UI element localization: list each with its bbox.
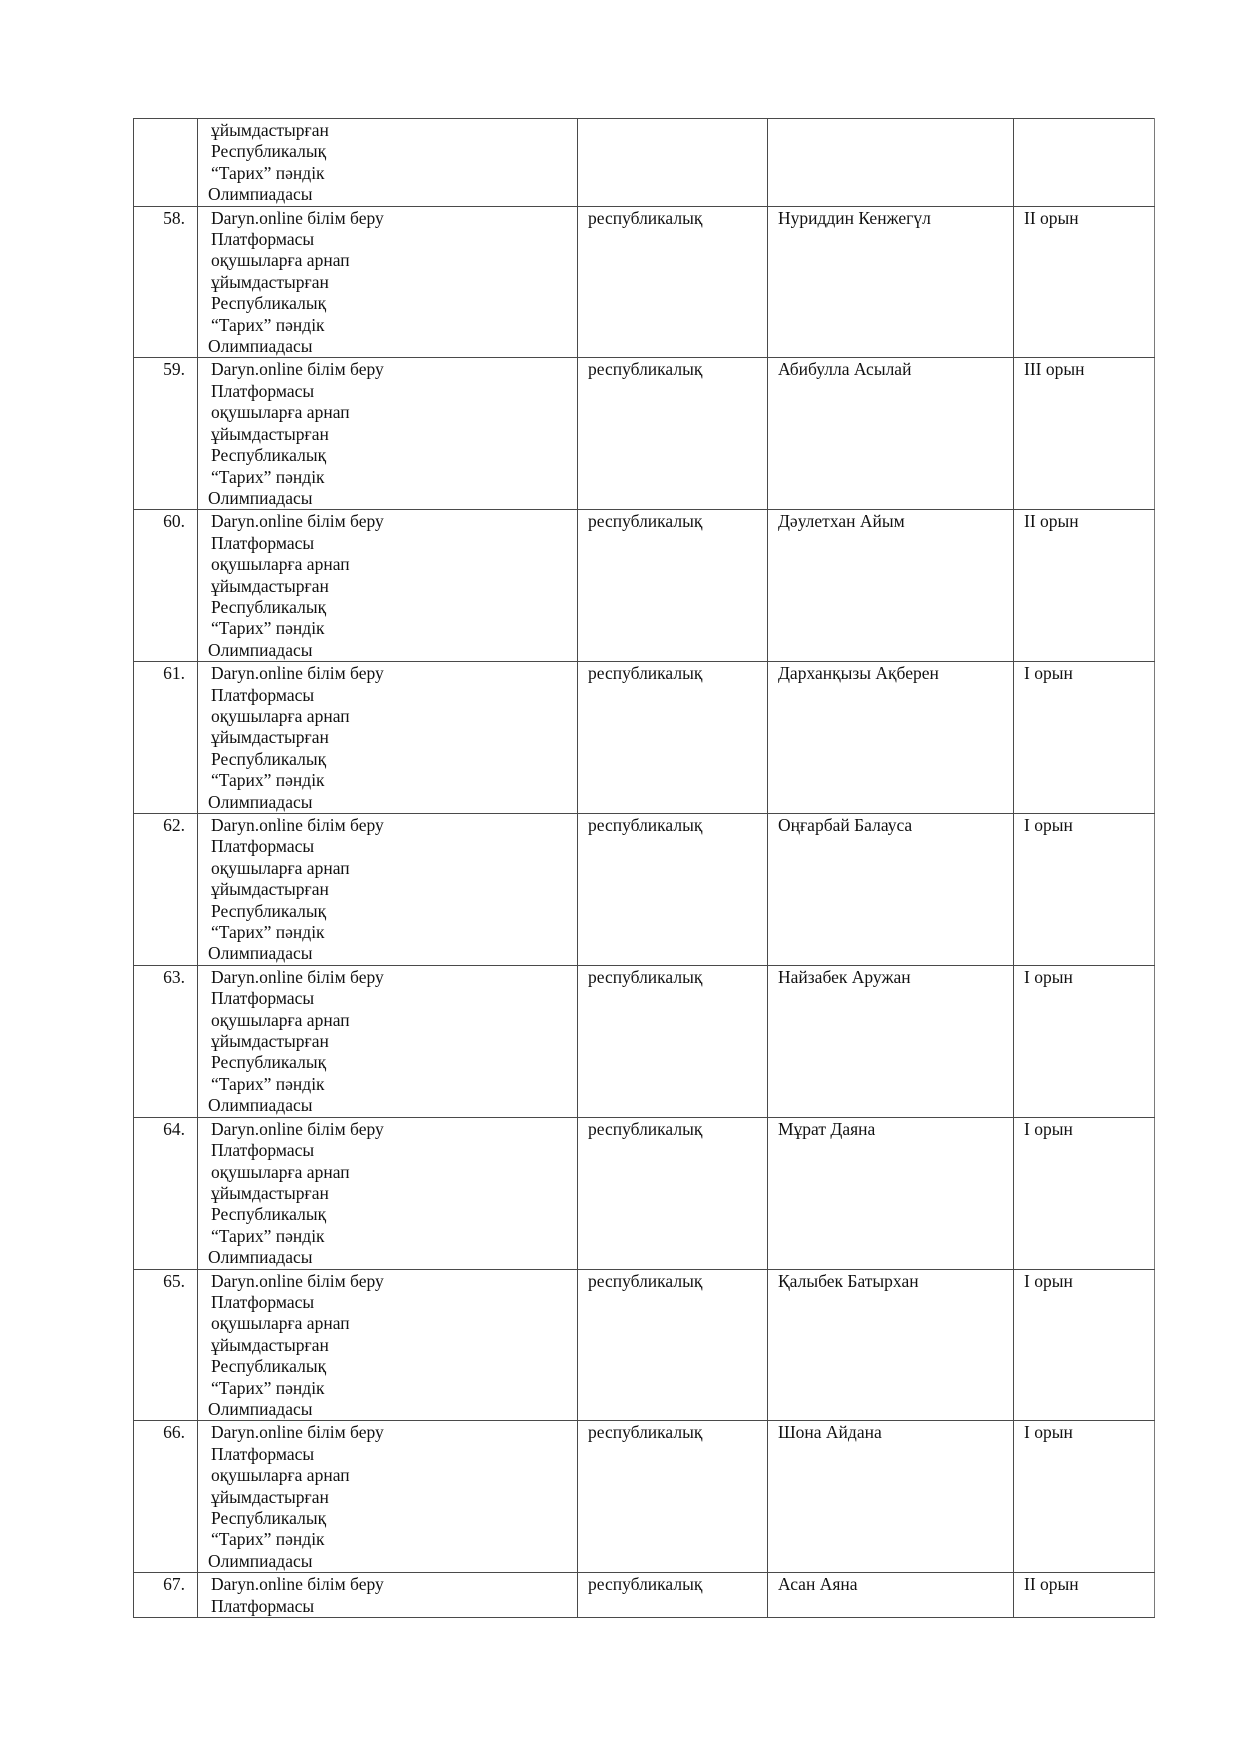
level-cell bbox=[578, 662, 768, 814]
event-line: Олимпиадасы bbox=[208, 1550, 313, 1571]
event-line: оқушыларға арнап bbox=[211, 705, 350, 726]
event-line: “Тарих” пәндік bbox=[211, 1073, 325, 1094]
event-line: “Тарих” пәндік bbox=[211, 618, 325, 639]
event-line: ұйымдастырған bbox=[211, 575, 329, 596]
event-line: Daryn.online білім беру bbox=[211, 207, 384, 228]
result-text: I орын bbox=[1024, 966, 1073, 987]
table-row bbox=[134, 358, 1155, 510]
event-line: “Тарих” пәндік bbox=[211, 922, 325, 943]
participant-cell bbox=[768, 814, 1014, 966]
event-line: Республикалық bbox=[211, 596, 327, 617]
result-text: III орын bbox=[1024, 359, 1085, 380]
row-number: 60. bbox=[163, 511, 185, 532]
level-text: республикалық bbox=[588, 663, 703, 684]
event-line: Республикалық bbox=[211, 1508, 327, 1528]
event-name bbox=[198, 510, 577, 661]
event-line: ұйымдастырған bbox=[211, 1486, 329, 1507]
event-name bbox=[198, 662, 577, 813]
row-number-cell bbox=[134, 119, 198, 207]
event-cell bbox=[198, 965, 578, 1117]
table-row-continued bbox=[134, 119, 1155, 207]
result-text: I орын bbox=[1024, 1422, 1073, 1443]
event-name bbox=[198, 966, 577, 1117]
participant-name: Найзабек Аружан bbox=[778, 966, 911, 987]
event-line: Daryn.online білім беру bbox=[211, 1118, 384, 1139]
result-cell bbox=[1014, 358, 1155, 510]
event-line: ұйымдастырған bbox=[211, 1182, 329, 1203]
table-row bbox=[134, 662, 1155, 814]
event-line: оқушыларға арнап bbox=[211, 554, 350, 575]
event-name bbox=[198, 1118, 577, 1269]
event-line: Платформасы bbox=[211, 988, 315, 1009]
result-text: I орын bbox=[1024, 1118, 1073, 1139]
level-cell bbox=[578, 1269, 768, 1421]
event-line: “Тарих” пәндік bbox=[211, 770, 325, 791]
event-line: Daryn.online білім беру bbox=[211, 1574, 384, 1595]
participant-name: Асан Аяна bbox=[778, 1574, 858, 1595]
event-line: Платформасы bbox=[211, 532, 315, 553]
event-cell bbox=[198, 1117, 578, 1269]
event-line: Олимпиадасы bbox=[208, 1247, 313, 1268]
event-line: Республикалық bbox=[211, 1356, 327, 1377]
event-line: “Тарих” пәндік bbox=[211, 1225, 325, 1246]
event-line: Республикалық bbox=[211, 900, 327, 921]
row-number-cell bbox=[134, 1573, 198, 1618]
level-text: республикалық bbox=[588, 815, 703, 835]
event-line: “Тарих” пәндік bbox=[211, 1377, 325, 1398]
event-line: Платформасы bbox=[211, 229, 315, 250]
event-cell bbox=[198, 814, 578, 966]
participant-name: Мұрат Даяна bbox=[778, 1118, 876, 1139]
event-name bbox=[198, 1573, 577, 1617]
level-cell bbox=[578, 1421, 768, 1573]
event-line: Олимпиадасы bbox=[208, 184, 313, 205]
result-cell bbox=[1014, 1269, 1155, 1421]
event-line: Олимпиадасы bbox=[208, 1095, 313, 1116]
row-number-cell bbox=[134, 814, 198, 966]
event-line: оқушыларға арнап bbox=[211, 1009, 350, 1030]
event-line: ұйымдастырған bbox=[211, 1031, 329, 1052]
event-line: ұйымдастырған bbox=[211, 423, 329, 444]
event-line: Платформасы bbox=[211, 836, 315, 857]
event-line: “Тарих” пәндік bbox=[211, 1529, 325, 1550]
row-number-cell bbox=[134, 1269, 198, 1421]
event-line: оқушыларға арнап bbox=[211, 1161, 350, 1182]
level-text: республикалық bbox=[588, 359, 703, 380]
event-line: Daryn.online білім беру bbox=[211, 511, 384, 532]
event-line: Daryn.online білім беру bbox=[211, 966, 384, 987]
row-number-cell bbox=[134, 358, 198, 510]
event-cell bbox=[198, 206, 578, 358]
event-name bbox=[198, 814, 577, 965]
event-line: Республикалық bbox=[211, 748, 327, 769]
result-text: I орын bbox=[1024, 815, 1073, 835]
event-line: Олимпиадасы bbox=[208, 487, 313, 508]
participant-cell bbox=[768, 1421, 1014, 1573]
event-line: ұйымдастырған bbox=[211, 727, 329, 748]
table-row bbox=[134, 965, 1155, 1117]
row-number: 65. bbox=[163, 1270, 185, 1291]
participant-cell bbox=[768, 662, 1014, 814]
level-text: республикалық bbox=[588, 1574, 703, 1595]
result-cell bbox=[1014, 965, 1155, 1117]
participant-cell bbox=[768, 358, 1014, 510]
event-name bbox=[198, 207, 577, 358]
table-row bbox=[134, 814, 1155, 966]
level-text: республикалық bbox=[588, 1118, 703, 1139]
event-line: “Тарих” пәндік bbox=[211, 162, 325, 183]
event-line: ұйымдастырған bbox=[211, 1334, 329, 1355]
event-line: Daryn.online білім беру bbox=[211, 359, 384, 380]
row-number: 66. bbox=[163, 1422, 185, 1443]
event-line: оқушыларға арнап bbox=[211, 402, 350, 423]
row-number-cell bbox=[134, 1421, 198, 1573]
event-cell bbox=[198, 510, 578, 662]
event-line: ұйымдастырған bbox=[211, 120, 329, 140]
row-number: 63. bbox=[163, 966, 185, 987]
result-text: I орын bbox=[1024, 663, 1073, 684]
event-line: Daryn.online білім беру bbox=[211, 1422, 384, 1443]
result-text: II орын bbox=[1024, 1574, 1079, 1595]
event-line: оқушыларға арнап bbox=[211, 1313, 350, 1334]
event-line: Олимпиадасы bbox=[208, 639, 313, 660]
row-number: 61. bbox=[163, 663, 185, 684]
event-line: Daryn.online білім беру bbox=[211, 815, 384, 835]
result-cell bbox=[1014, 1117, 1155, 1269]
event-name bbox=[198, 119, 577, 206]
row-number-cell bbox=[134, 965, 198, 1117]
participant-cell bbox=[768, 206, 1014, 358]
participant-name: Қалыбек Батырхан bbox=[778, 1270, 919, 1291]
event-line: Олимпиадасы bbox=[208, 791, 313, 812]
event-name bbox=[198, 1270, 577, 1421]
event-line: Республикалық bbox=[211, 1204, 327, 1225]
row-number: 62. bbox=[163, 815, 185, 835]
event-cell bbox=[198, 1269, 578, 1421]
event-line: “Тарих” пәндік bbox=[211, 466, 325, 487]
event-line: Республикалық bbox=[211, 293, 327, 314]
event-cell bbox=[198, 1421, 578, 1573]
event-name bbox=[198, 1421, 577, 1572]
event-cell bbox=[198, 662, 578, 814]
participant-name: Дәулетхан Айым bbox=[778, 511, 905, 532]
results-table-body bbox=[134, 119, 1155, 1618]
result-cell bbox=[1014, 206, 1155, 358]
table-row bbox=[134, 1117, 1155, 1269]
participant-cell bbox=[768, 119, 1014, 207]
event-name bbox=[198, 358, 577, 509]
event-line: оқушыларға арнап bbox=[211, 250, 350, 271]
level-text bbox=[578, 119, 767, 120]
event-line: Платформасы bbox=[211, 380, 315, 401]
result-cell bbox=[1014, 814, 1155, 966]
participant-name: Абибулла Асылай bbox=[778, 359, 912, 380]
participant-name bbox=[768, 119, 1013, 120]
table-row bbox=[134, 510, 1155, 662]
level-cell bbox=[578, 206, 768, 358]
result-text: II орын bbox=[1024, 207, 1079, 228]
level-cell bbox=[578, 814, 768, 966]
result-cell bbox=[1014, 119, 1155, 207]
row-number: 58. bbox=[163, 207, 185, 228]
event-line: Олимпиадасы bbox=[208, 943, 313, 964]
event-line: “Тарих” пәндік bbox=[211, 314, 325, 335]
event-cell bbox=[198, 358, 578, 510]
level-cell bbox=[578, 1117, 768, 1269]
table-row bbox=[134, 206, 1155, 358]
level-cell bbox=[578, 965, 768, 1117]
event-line: Платформасы bbox=[211, 1140, 315, 1161]
result-cell bbox=[1014, 510, 1155, 662]
event-line: оқушыларға арнап bbox=[211, 857, 350, 878]
participant-cell bbox=[768, 1269, 1014, 1421]
level-text: республикалық bbox=[588, 1270, 703, 1291]
level-cell bbox=[578, 1573, 768, 1618]
event-line: Республикалық bbox=[211, 445, 327, 466]
event-line: Daryn.online білім беру bbox=[211, 1270, 384, 1291]
participant-cell bbox=[768, 1117, 1014, 1269]
results-table bbox=[133, 118, 1155, 1618]
level-cell bbox=[578, 510, 768, 662]
row-number-cell bbox=[134, 662, 198, 814]
level-cell bbox=[578, 358, 768, 510]
event-line: ұйымдастырған bbox=[211, 271, 329, 292]
event-line: Платформасы bbox=[211, 1595, 315, 1616]
table-row bbox=[134, 1573, 1155, 1618]
result-text bbox=[1014, 119, 1154, 120]
participant-cell bbox=[768, 1573, 1014, 1618]
event-line: ұйымдастырған bbox=[211, 879, 329, 900]
participant-name: Нуриддин Кенжегүл bbox=[778, 207, 931, 228]
row-number-cell bbox=[134, 510, 198, 662]
participant-cell bbox=[768, 965, 1014, 1117]
table-row bbox=[134, 1269, 1155, 1421]
participant-name: Дарханқызы Ақберен bbox=[778, 663, 939, 684]
table-row bbox=[134, 1421, 1155, 1573]
level-text: республикалық bbox=[588, 511, 703, 532]
event-cell bbox=[198, 1573, 578, 1618]
level-text: республикалық bbox=[588, 1422, 703, 1443]
row-number: 59. bbox=[163, 359, 185, 380]
participant-cell bbox=[768, 510, 1014, 662]
event-line: Платформасы bbox=[211, 1291, 315, 1312]
event-line: Республикалық bbox=[211, 1052, 327, 1073]
event-line: Олимпиадасы bbox=[208, 1398, 313, 1419]
event-line: Олимпиадасы bbox=[208, 336, 313, 357]
level-text: республикалық bbox=[588, 966, 703, 987]
row-number: 64. bbox=[163, 1118, 185, 1139]
result-cell bbox=[1014, 662, 1155, 814]
row-number-cell bbox=[134, 206, 198, 358]
event-line: оқушыларға арнап bbox=[211, 1465, 350, 1486]
participant-name: Оңғарбай Балауса bbox=[778, 815, 913, 835]
event-line: Республикалық bbox=[211, 141, 327, 162]
row-number-cell bbox=[134, 1117, 198, 1269]
result-text: I орын bbox=[1024, 1270, 1073, 1291]
row-number: 67. bbox=[163, 1574, 185, 1595]
level-text: республикалық bbox=[588, 207, 703, 228]
level-cell bbox=[578, 119, 768, 207]
result-cell bbox=[1014, 1573, 1155, 1618]
participant-name: Шона Айдана bbox=[778, 1422, 882, 1443]
result-cell bbox=[1014, 1421, 1155, 1573]
event-line: Daryn.online білім беру bbox=[211, 663, 384, 684]
result-text: II орын bbox=[1024, 511, 1079, 532]
event-cell bbox=[198, 119, 578, 207]
event-line: Платформасы bbox=[211, 684, 315, 705]
event-line: Платформасы bbox=[211, 1443, 315, 1464]
